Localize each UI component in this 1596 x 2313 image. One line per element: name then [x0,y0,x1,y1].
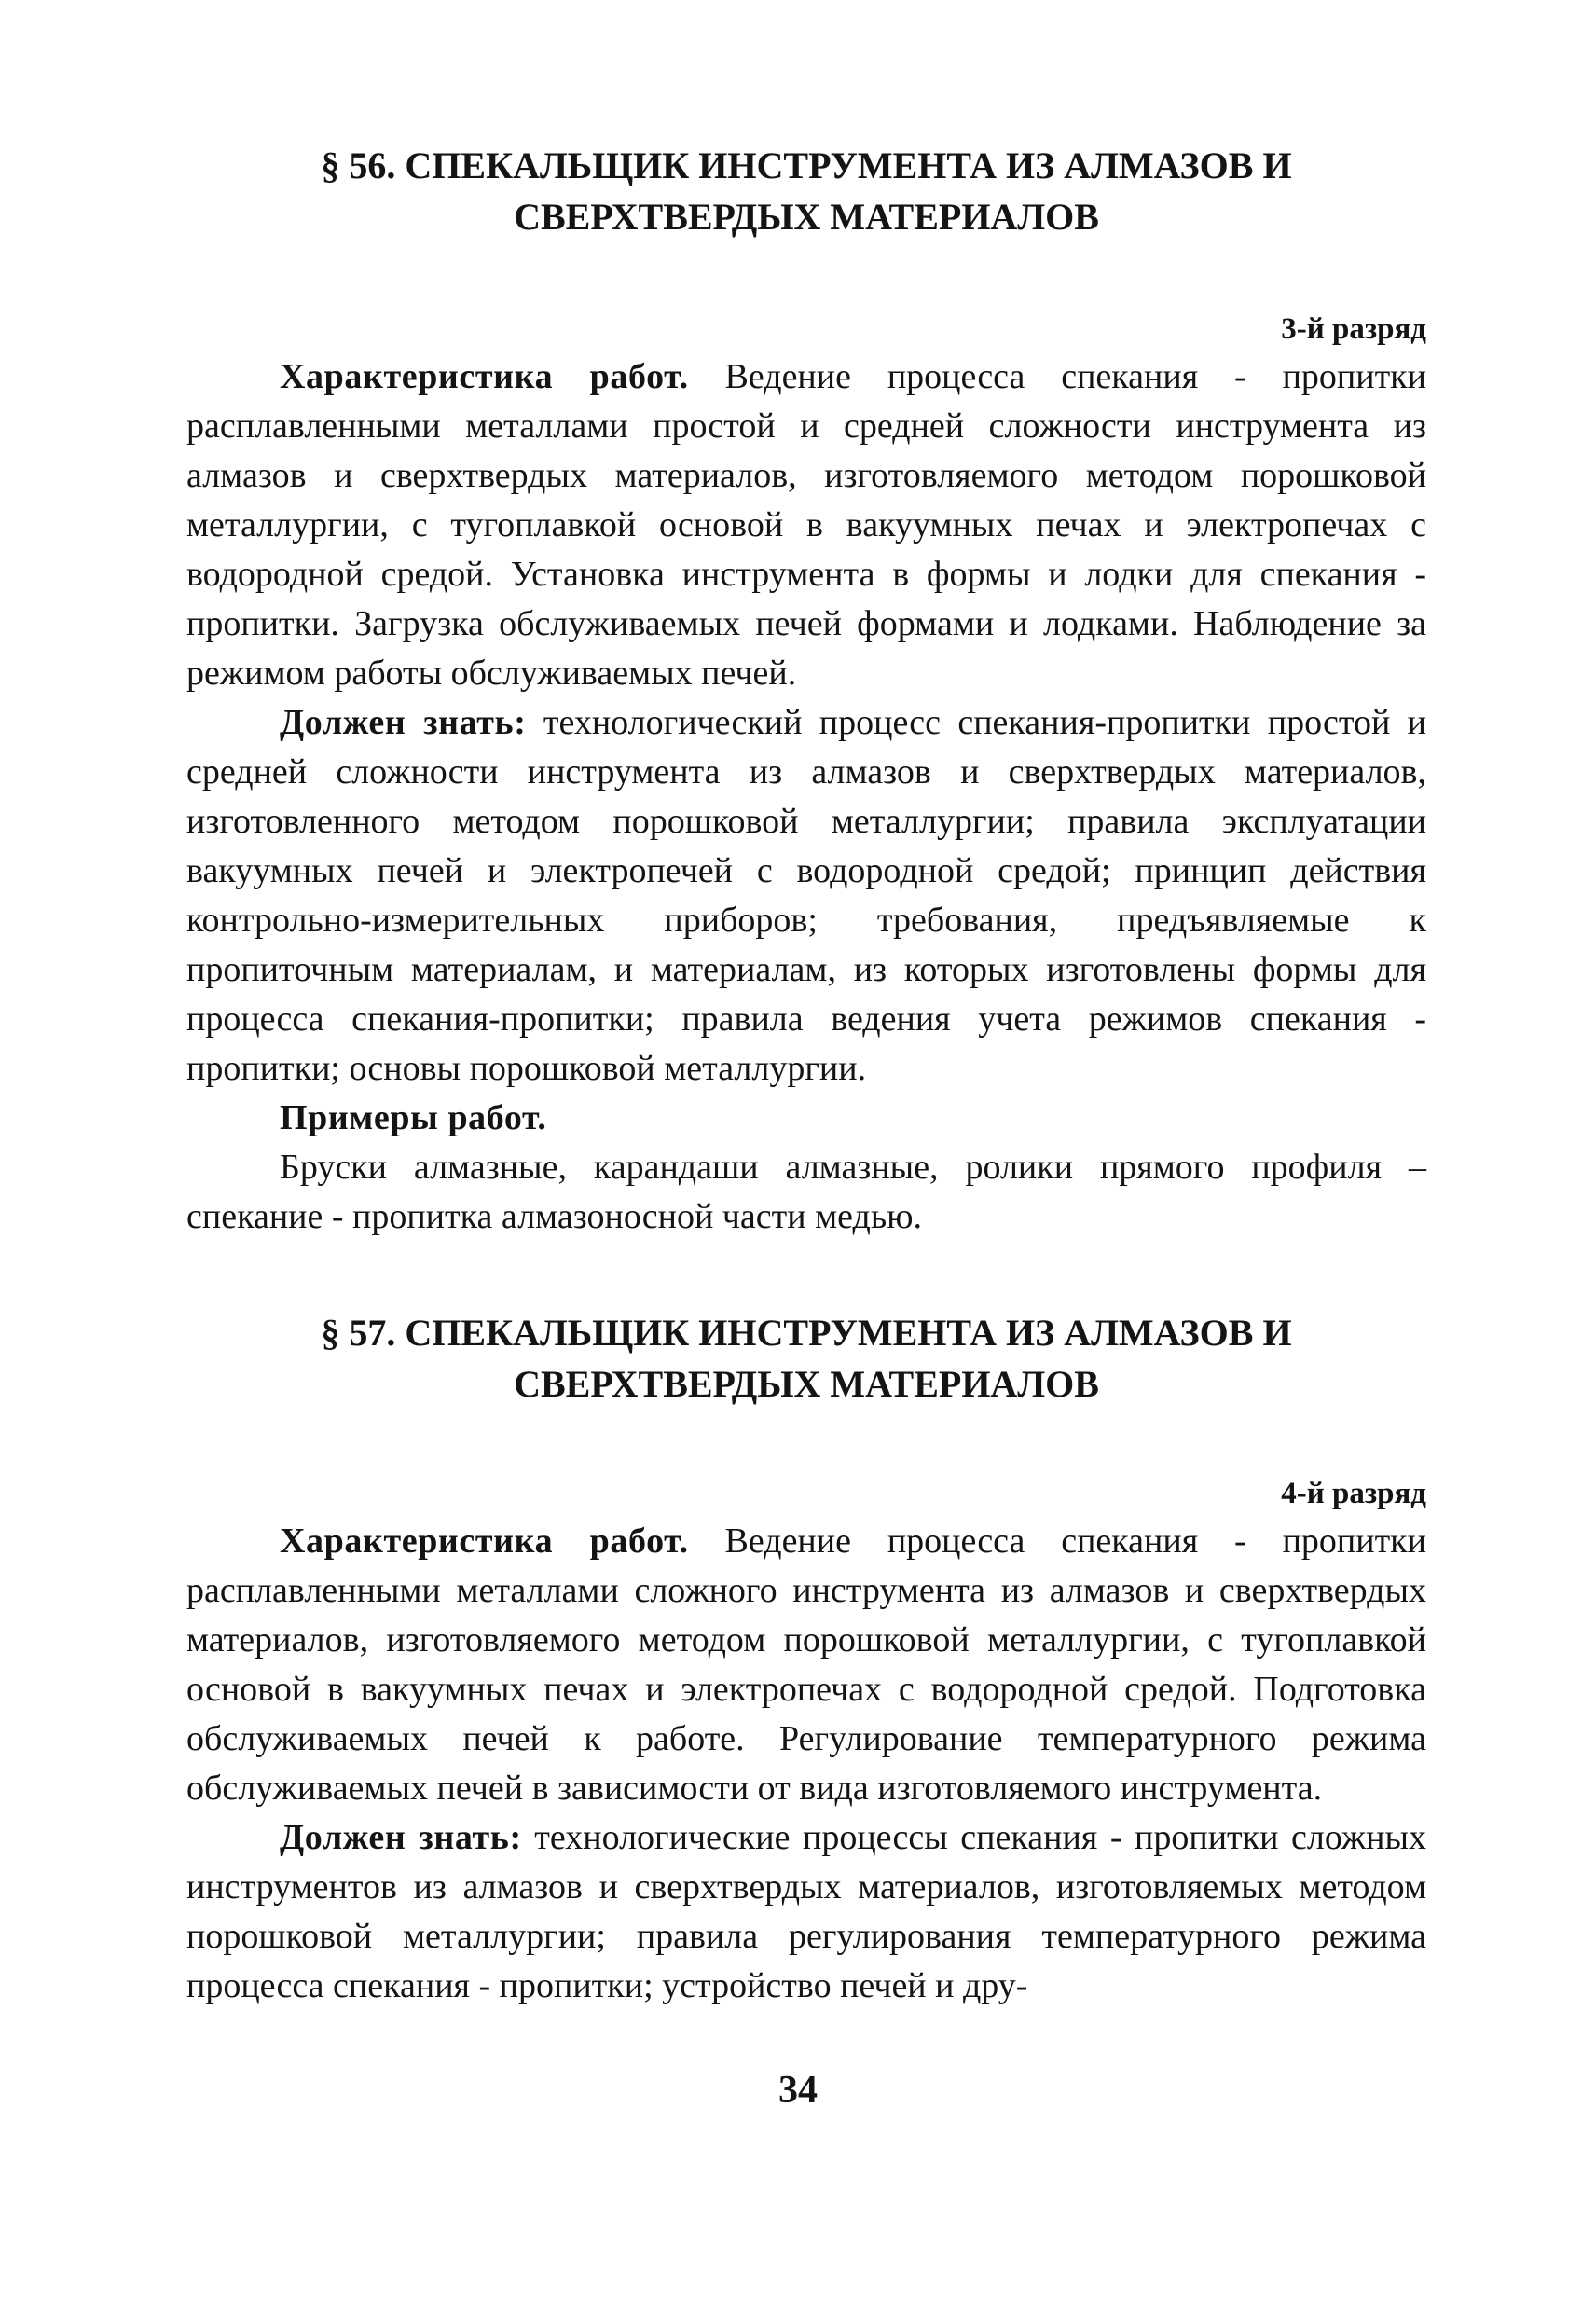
characteristic-lead: Характеристика работ. [280,1521,689,1561]
section-heading-line: § 56. СПЕКАЛЬЩИК ИНСТРУМЕНТА ИЗ АЛМАЗОВ И [321,145,1292,186]
examples-heading-paragraph [186,1094,1426,1143]
characteristic-text: Ведение процесса спекания - пропитки расплавленными металлами простой и средней сложности инструмента из алмазов и сверхтвердых материалов, изготовляемого методом порошковой металлургии, с тугоплавкой основой в вакуумных печах и электропечах с водородной средой. Установка инструмента в формы и лодки для спекания - пропитки. Загрузка обслуживаемых печей формами и лодками. Наблюдение за режимом работы обслуживаемых печей. [186,357,1426,693]
characteristic-lead: Характеристика работ. [280,357,689,396]
page-number: 34 [778,2069,818,2112]
grade-label: 3-й разряд [1281,312,1426,346]
knowledge-lead: Должен знать: [280,1818,522,1857]
section-heading-line: § 57. СПЕКАЛЬЩИК ИНСТРУМЕНТА ИЗ АЛМАЗОВ И [321,1312,1292,1354]
characteristic-paragraph [186,1517,1426,1813]
knowledge-text: технологические процессы спекания - пропитки сложных инструментов из алмазов и сверхтвердых материалов, изготовляемых методом порошковой металлургии; правила регулирования температурного режима процесса спекания - пропитки; устройство печей и дру- [186,1818,1426,2005]
examples-heading: Примеры работ. [280,1098,547,1137]
section-heading-line: СВЕРХТВЕРДЫХ МАТЕРИАЛОВ [514,196,1099,238]
characteristic-paragraph [186,352,1426,698]
characteristic-text: Ведение процесса спекания - пропитки расплавленными металлами сложного инструмента из алмазов и сверхтвердых материалов, изготовляемого методом порошковой металлургии, с тугоплавкой основой в вакуумных печах и электропечах с водородной средой. Подготовка обслуживаемых печей к работе. Регулирование температурного режима обслуживаемых печей в зависимости от вида изготовляемого инструмента. [186,1521,1426,1808]
section-heading [186,140,1426,242]
document-page [186,140,1426,2011]
section-heading [186,1307,1426,1410]
grade-label: 4-й разряд [1281,1477,1426,1510]
knowledge-lead: Должен знать: [280,703,527,742]
knowledge-paragraph [186,1813,1426,2011]
section-heading-line: СВЕРХТВЕРДЫХ МАТЕРИАЛОВ [514,1363,1099,1405]
knowledge-text: технологический процесс спекания-пропитки простой и средней сложности инструмента из алмазов и сверхтвердых материалов, изготовленного методом порошковой металлургии; правила эксплуатации вакуумных печей и электропечей с водородной средой; принцип действия контрольно-измерительных приборов; требования, предъявляемые к пропиточным материалам, и материалам, из которых изготовлены формы для процесса спекания-пропитки; правила ведения учета режимов спекания - пропитки; основы порошковой металлургии. [186,703,1426,1088]
examples-paragraph: Бруски алмазные, карандаши алмазные, ролики прямого профиля – спекание - пропитка алмазоносной части медью. [186,1148,1426,1236]
knowledge-paragraph [186,698,1426,1094]
